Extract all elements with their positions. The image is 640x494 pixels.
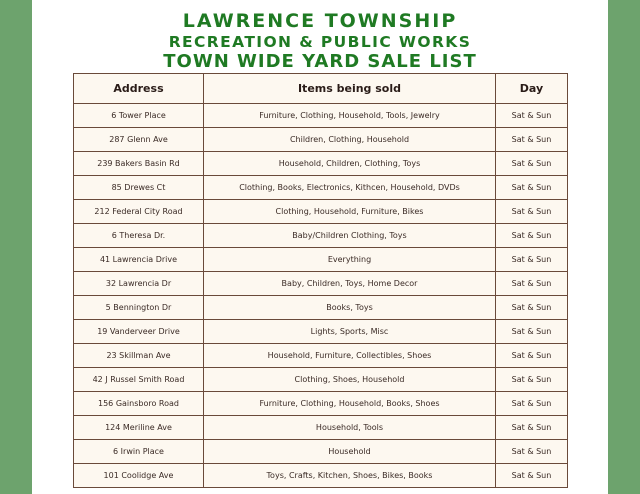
- cell-day: Sat & Sun: [496, 416, 568, 440]
- cell-address: 212 Federal City Road: [74, 200, 204, 224]
- table-row: [74, 368, 568, 392]
- table-row: [74, 344, 568, 368]
- cell-day: Sat & Sun: [496, 344, 568, 368]
- cell-items: Household, Furniture, Collectibles, Shoes: [204, 344, 496, 368]
- cell-items: Everything: [204, 248, 496, 272]
- cell-day: Sat & Sun: [496, 224, 568, 248]
- cell-address: 6 Theresa Dr.: [74, 224, 204, 248]
- cell-address: 239 Bakers Basin Rd: [74, 152, 204, 176]
- table-row: [74, 296, 568, 320]
- cell-address: 6 Tower Place: [74, 104, 204, 128]
- table-row: [74, 152, 568, 176]
- cell-items: Household, Tools: [204, 416, 496, 440]
- cell-day: Sat & Sun: [496, 200, 568, 224]
- table-row: [74, 272, 568, 296]
- table-row: [74, 464, 568, 488]
- cell-items: Clothing, Shoes, Household: [204, 368, 496, 392]
- title-township: LAWRENCE TOWNSHIP: [182, 10, 458, 32]
- cell-items: Lights, Sports, Misc: [204, 320, 496, 344]
- cell-address: 156 Gainsboro Road: [74, 392, 204, 416]
- cell-items: Clothing, Household, Furniture, Bikes: [204, 200, 496, 224]
- cell-day: Sat & Sun: [496, 128, 568, 152]
- cell-address: 42 J Russel Smith Road: [74, 368, 204, 392]
- cell-day: Sat & Sun: [496, 392, 568, 416]
- table-row: [74, 176, 568, 200]
- table-row: [74, 104, 568, 128]
- cell-address: 5 Bennington Dr: [74, 296, 204, 320]
- table-header-row: [74, 74, 568, 104]
- cell-items: Baby, Children, Toys, Home Decor: [204, 272, 496, 296]
- cell-address: 32 Lawrencia Dr: [74, 272, 204, 296]
- table-row: [74, 416, 568, 440]
- cell-day: Sat & Sun: [496, 176, 568, 200]
- cell-items: Toys, Crafts, Kitchen, Shoes, Bikes, Books: [204, 464, 496, 488]
- document-sheet: [32, 0, 608, 494]
- header-day: Day: [496, 74, 568, 104]
- cell-address: 85 Drewes Ct: [74, 176, 204, 200]
- cell-day: Sat & Sun: [496, 248, 568, 272]
- cell-address: 19 Vanderveer Drive: [74, 320, 204, 344]
- cell-day: Sat & Sun: [496, 296, 568, 320]
- table-row: [74, 248, 568, 272]
- title-list: TOWN WIDE YARD SALE LIST: [163, 51, 477, 72]
- cell-items: Household: [204, 440, 496, 464]
- cell-address: 6 Irwin Place: [74, 440, 204, 464]
- table-row: [74, 392, 568, 416]
- cell-address: 101 Coolidge Ave: [74, 464, 204, 488]
- header-address: Address: [74, 74, 204, 104]
- table-row: [74, 128, 568, 152]
- yard-sale-table: [73, 73, 568, 488]
- cell-address: 124 Meriline Ave: [74, 416, 204, 440]
- cell-day: Sat & Sun: [496, 368, 568, 392]
- cell-day: Sat & Sun: [496, 104, 568, 128]
- cell-day: Sat & Sun: [496, 152, 568, 176]
- table-row: [74, 440, 568, 464]
- cell-day: Sat & Sun: [496, 464, 568, 488]
- title-block: [32, 9, 608, 73]
- title-department: RECREATION & PUBLIC WORKS: [168, 33, 472, 51]
- cell-items: Furniture, Clothing, Household, Books, Shoes: [204, 392, 496, 416]
- table-row: [74, 200, 568, 224]
- header-items: Items being sold: [204, 74, 496, 104]
- cell-day: Sat & Sun: [496, 440, 568, 464]
- cell-items: Household, Children, Clothing, Toys: [204, 152, 496, 176]
- cell-address: 23 Skillman Ave: [74, 344, 204, 368]
- cell-items: Clothing, Books, Electronics, Kithcen, Household, DVDs: [204, 176, 496, 200]
- cell-day: Sat & Sun: [496, 272, 568, 296]
- cell-address: 287 Glenn Ave: [74, 128, 204, 152]
- table-row: [74, 320, 568, 344]
- cell-address: 41 Lawrencia Drive: [74, 248, 204, 272]
- cell-items: Furniture, Clothing, Household, Tools, Jewelry: [204, 104, 496, 128]
- table-row: [74, 224, 568, 248]
- table-body: [74, 104, 568, 488]
- cell-items: Books, Toys: [204, 296, 496, 320]
- cell-day: Sat & Sun: [496, 320, 568, 344]
- cell-items: Baby/Children Clothing, Toys: [204, 224, 496, 248]
- cell-items: Children, Clothing, Household: [204, 128, 496, 152]
